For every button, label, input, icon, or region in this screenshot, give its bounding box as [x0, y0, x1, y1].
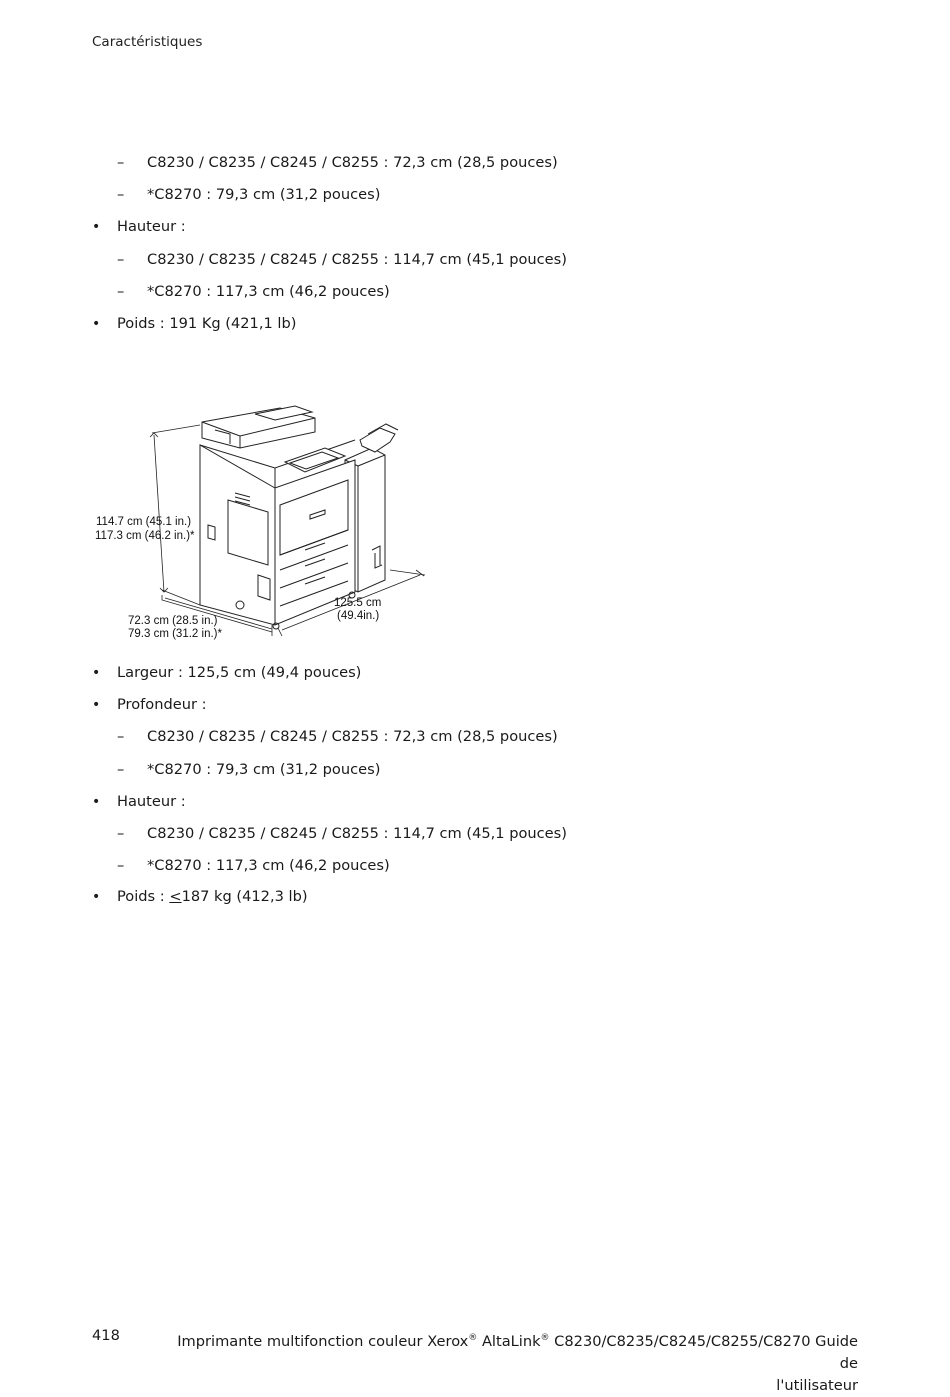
dash-icon: –: [117, 186, 125, 204]
dash-icon: –: [117, 760, 125, 778]
list-item-text: C8230 / C8235 / C8245 / C8255 : 72,3 cm (28,5 pouces): [147, 728, 558, 746]
dash-icon: –: [117, 250, 125, 268]
bullet-icon: [92, 696, 100, 713]
list-item-text: Hauteur :: [117, 792, 186, 810]
list-item-text: Poids : 191 Kg (421,1 lb): [117, 315, 297, 332]
list-item-text: Profondeur :: [117, 696, 207, 714]
dash-icon: –: [117, 282, 125, 300]
width-label-1: 125.5 cm: [334, 597, 382, 609]
list-item-text: *C8270 : 79,3 cm (31,2 pouces): [147, 760, 381, 778]
dash-icon: –: [117, 154, 125, 171]
depth-label-1: 72.3 cm (28.5 in.): [128, 615, 218, 627]
dash-icon: –: [117, 825, 125, 842]
list-item-text: C8230 / C8235 / C8245 / C8255 : 114,7 cm (45,1 pouces): [147, 250, 567, 268]
height-label-2: 117.3 cm (46.2 in.)*: [95, 530, 195, 542]
bullet-icon: [92, 315, 100, 332]
page-number: 418: [92, 1327, 120, 1344]
bullet-icon: [92, 888, 100, 905]
list-item-text: C8230 / C8235 / C8245 / C8255 : 114,7 cm (45,1 pouces): [147, 825, 567, 842]
list-item-text: Largeur : 125,5 cm (49,4 pouces): [117, 664, 362, 681]
list-item-text: C8230 / C8235 / C8245 / C8255 : 72,3 cm (28,5 pouces): [147, 154, 558, 171]
dash-icon: –: [117, 857, 125, 875]
list-item-text: *C8270 : 79,3 cm (31,2 pouces): [147, 186, 381, 204]
printer-body-illustration: [200, 406, 355, 629]
width-label-2: (49.4in.): [337, 610, 380, 622]
dash-icon: –: [117, 728, 125, 746]
weight-prefix: Poids :: [117, 888, 170, 905]
weight-value: 187 kg (412,3 lb): [181, 888, 308, 905]
bullet-icon: [92, 793, 100, 810]
footer-document-title: Imprimante multifonction couleur Xerox® AltaLink® C8230/C8235/C8245/C8255/C8270 Guide de l'utilisateur: [177, 1333, 858, 1394]
list-item-text: *C8270 : 117,3 cm (46,2 pouces): [147, 282, 390, 300]
printer-dimensions-figure: [90, 400, 435, 650]
less-equal-symbol: <: [169, 888, 182, 905]
height-label-1: 114.7 cm (45.1 in.): [96, 516, 192, 528]
depth-label-2: 79.3 cm (31.2 in.)*: [128, 628, 222, 640]
list-item-text: *C8270 : 117,3 cm (46,2 pouces): [147, 857, 390, 875]
bullet-icon: [92, 664, 100, 681]
list-item-text: Hauteur :: [117, 218, 186, 236]
running-header: Caractéristiques: [92, 34, 203, 50]
bullet-icon: [92, 218, 100, 235]
